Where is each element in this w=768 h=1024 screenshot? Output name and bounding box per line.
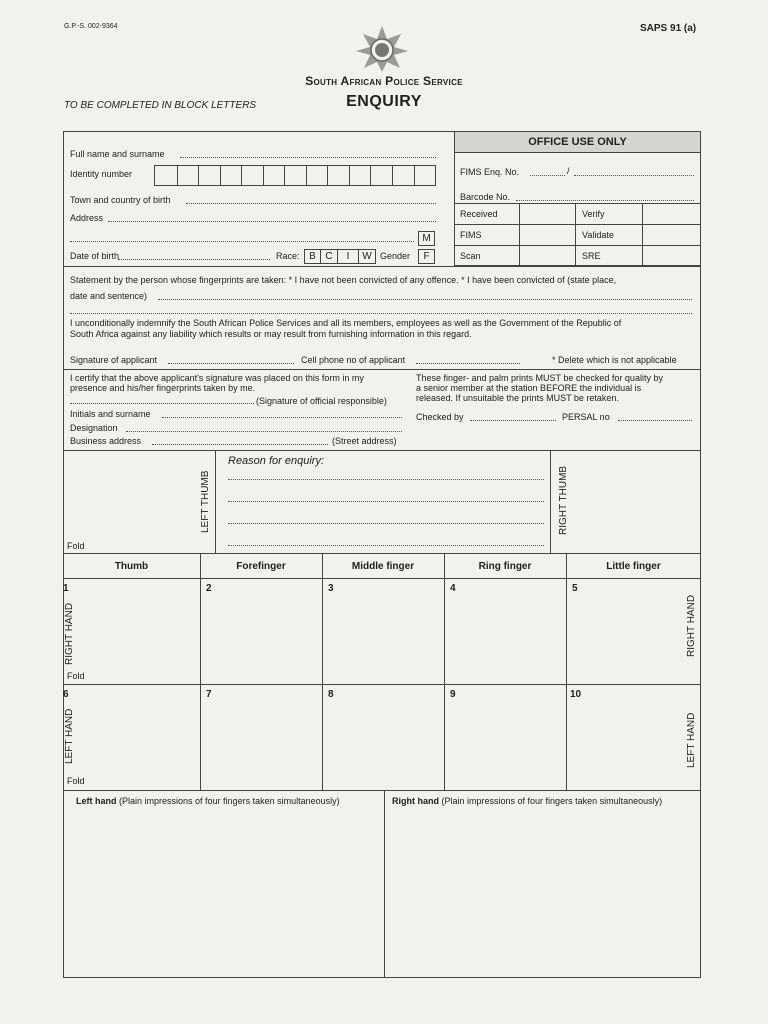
fims-enq-field-b[interactable] xyxy=(574,175,694,176)
form-code: G.P.-S. 002-9364 xyxy=(64,23,118,30)
initials-surname-label: Initials and surname xyxy=(70,409,151,419)
quality-note-line3: released. If unsuitable the prints MUST be retaken. xyxy=(416,393,619,403)
right-hand-plain-desc: (Plain impressions of four fingers taken simultaneously) xyxy=(441,796,663,806)
cell-phone-label: Cell phone no of applicant xyxy=(301,355,406,365)
signature-applicant-field[interactable] xyxy=(168,363,294,364)
designation-field[interactable] xyxy=(126,431,402,432)
left-thumb-label: LEFT THUMB xyxy=(200,470,211,533)
designation-label: Designation xyxy=(70,423,118,433)
fold-label-2: Fold xyxy=(67,671,85,681)
town-country-birth-label: Town and country of birth xyxy=(70,195,171,205)
verify-label: Verify xyxy=(582,209,605,219)
fims-label: FIMS xyxy=(460,230,482,240)
address-field-line2[interactable] xyxy=(70,241,414,242)
certify-line1: I certify that the above applicant's signature was placed on this form in my xyxy=(70,373,364,383)
persal-field[interactable] xyxy=(618,420,692,421)
gender-option-f[interactable]: F xyxy=(418,249,435,264)
left-hand-plain-area[interactable] xyxy=(76,796,340,806)
left-hand-plain-title: Left hand xyxy=(76,796,117,806)
signature-applicant-label: Signature of applicant xyxy=(70,355,158,365)
left-hand-label-left: LEFT HAND xyxy=(64,708,75,764)
identity-number-label: Identity number xyxy=(70,169,133,179)
race-option-c[interactable]: C xyxy=(320,249,338,264)
finger-box-3[interactable]: 3 xyxy=(328,583,334,594)
race-label: Race: xyxy=(276,251,300,261)
reason-field-line1[interactable] xyxy=(228,479,544,480)
gender-option-m[interactable]: M xyxy=(418,231,435,246)
cell-phone-field[interactable] xyxy=(416,363,520,364)
race-option-w[interactable]: W xyxy=(358,249,376,264)
left-hand-plain-desc: (Plain impressions of four fingers taken simultaneously) xyxy=(119,796,340,806)
organisation-name: South African Police Service xyxy=(305,74,463,88)
finger-header-ring: Ring finger xyxy=(478,561,532,572)
fold-label-3: Fold xyxy=(67,776,85,786)
left-hand-label-right: LEFT HAND xyxy=(686,712,697,768)
full-name-field[interactable] xyxy=(180,157,436,158)
right-hand-label-left: RIGHT HAND xyxy=(64,602,75,665)
reason-field-line3[interactable] xyxy=(228,523,544,524)
gender-label: Gender xyxy=(380,251,411,261)
statement-line1: Statement by the person whose fingerprints are taken: * I have not been convicted of any offence. * I have been convicted of (state place, xyxy=(70,275,617,285)
town-country-birth-field[interactable] xyxy=(186,203,436,204)
office-use-title: OFFICE USE ONLY xyxy=(455,132,700,153)
barcode-label: Barcode No. xyxy=(460,192,511,202)
statement-field-line1[interactable] xyxy=(158,299,692,300)
enquiry-form-page: G.P.-S. 002-9364 SAPS 91 (a) South African Police Service TO BE COMPLETED IN BLOCK LETTERS ENQUIRY Full name and surname Identity number Town and country of birth Address Date of birth Race: B C I W Gender M F OFFICE USE ONLY FIMS Enq. No. / Barcode No. Received Verify FIMS Validate Scan SRE Statement by the person whose fingerprints are taken: * I have not been convicted of any offence. * I have been convicted of (state place, date and sentence) I unconditionally indemnify the South African Police Services and all its members, employees as well as the Government of the Republic of South Africa against any liability which results or may result from furnishing information in this regard. Signature of applicant Cell phone no of applicant * Delete which is not applicable I certify that the above applicant's signature was placed on this form in my presence and his/her fingerprints taken by me. (Signature of official responsible) Initials and surname Designation Business address (Street address) These finger- and palm prints MUST be checked for quality by a senior member at the station BEFORE the individual is released. If unsuitable the prints MUST be retaken. Checked by PERSAL no LEFT THUMB RIGHT THUMB Reason for enquiry: Fold Thumb Forefinger Middle finger Ring finger Little finger 1 2 3 4 5 RIGHT HAND RIGHT HAND Fold 6 7 8 9 10 LEFT HAND LEFT HAND Fold Left hand (Plain impressions of four fingers taken simultaneously) Right hand (Plain impressions of four fingers taken simultaneously) xyxy=(0,0,768,1024)
finger-header-middle: Middle finger xyxy=(351,561,415,572)
date-of-birth-label: Date of birth xyxy=(70,251,120,261)
race-option-b[interactable]: B xyxy=(304,249,321,264)
barcode-field[interactable] xyxy=(516,200,694,201)
finger-box-2[interactable]: 2 xyxy=(206,583,212,594)
form-title: ENQUIRY xyxy=(346,93,422,110)
delete-note: * Delete which is not applicable xyxy=(552,355,677,365)
right-thumb-label: RIGHT THUMB xyxy=(558,465,569,535)
indemnity-line2: South Africa against any liability which results or may result from furnishing information in this regard. xyxy=(70,329,472,339)
business-address-label: Business address xyxy=(70,436,142,446)
finger-box-7[interactable]: 7 xyxy=(206,689,212,700)
fims-enq-label: FIMS Enq. No. xyxy=(460,167,520,177)
business-address-field[interactable] xyxy=(152,444,328,445)
official-signature-field[interactable] xyxy=(70,403,254,404)
full-name-label: Full name and surname xyxy=(70,149,165,159)
finger-box-8[interactable]: 8 xyxy=(328,689,334,700)
reason-field-line2[interactable] xyxy=(228,501,544,502)
scan-label: Scan xyxy=(460,251,481,261)
statement-date-sentence-label: date and sentence) xyxy=(70,291,148,301)
right-hand-plain-area[interactable] xyxy=(392,796,662,806)
fims-enq-field-a[interactable] xyxy=(530,175,565,176)
address-label: Address xyxy=(70,213,104,223)
finger-box-10[interactable]: 10 xyxy=(570,689,582,700)
right-hand-plain-title: Right hand xyxy=(392,796,439,806)
checked-by-field[interactable] xyxy=(470,420,556,421)
reason-enquiry-label: Reason for enquiry: xyxy=(228,455,324,467)
certify-line2: presence and his/her fingerprints taken by me. xyxy=(70,383,256,393)
identity-number-boxes[interactable] xyxy=(154,165,436,186)
finger-box-9[interactable]: 9 xyxy=(450,689,456,700)
finger-box-6[interactable]: 6 xyxy=(63,689,69,700)
date-of-birth-field[interactable] xyxy=(118,259,270,260)
initials-surname-field[interactable] xyxy=(162,417,402,418)
quality-note-line2: a senior member at the station BEFORE the individual is xyxy=(416,383,642,393)
quality-note-line1: These finger- and palm prints MUST be checked for quality by xyxy=(416,373,663,383)
persal-label: PERSAL no xyxy=(562,412,610,422)
sre-label: SRE xyxy=(582,251,601,261)
saps-star-emblem-icon xyxy=(354,26,410,72)
finger-box-1[interactable]: 1 xyxy=(63,583,69,594)
block-letters-instruction: TO BE COMPLETED IN BLOCK LETTERS xyxy=(64,100,257,111)
validate-label: Validate xyxy=(582,230,614,240)
right-hand-label-right: RIGHT HAND xyxy=(686,594,697,657)
address-field-line1[interactable] xyxy=(108,221,436,222)
street-address-label: (Street address) xyxy=(332,436,397,446)
official-signature-label: (Signature of official responsible) xyxy=(256,396,387,406)
finger-box-4[interactable]: 4 xyxy=(450,583,456,594)
received-label: Received xyxy=(460,209,498,219)
race-option-i[interactable]: I xyxy=(337,249,359,264)
fold-label-1: Fold xyxy=(67,541,85,551)
reason-field-line4[interactable] xyxy=(228,545,544,546)
finger-header-forefinger: Forefinger xyxy=(236,561,286,572)
finger-box-5[interactable]: 5 xyxy=(572,583,578,594)
finger-header-thumb: Thumb xyxy=(114,561,149,572)
statement-field-line2[interactable] xyxy=(70,313,692,314)
indemnity-line1: I unconditionally indemnify the South African Police Services and all its members, employees as well as the Government of the Republic of xyxy=(70,318,622,328)
finger-header-little: Little finger xyxy=(606,561,661,572)
checked-by-label: Checked by xyxy=(416,412,464,422)
form-number: SAPS 91 (a) xyxy=(640,23,697,34)
